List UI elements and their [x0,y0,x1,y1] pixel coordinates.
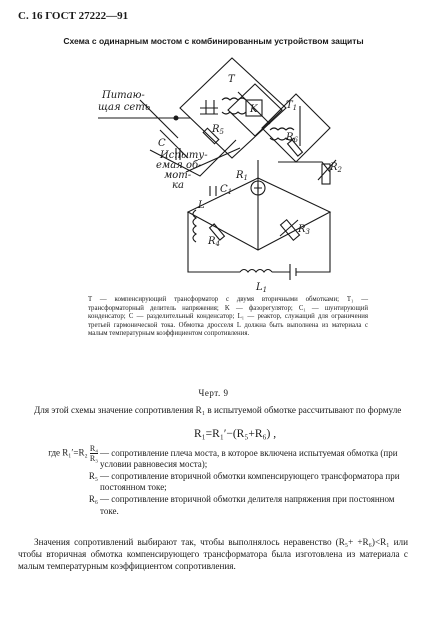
where-def-1: — сопротивление плеча моста, в которое включена испытуемая обмотка (при условии равновесия моста); [100,447,398,470]
where-row-1 [18,444,410,471]
resistor-r2 [278,160,336,184]
where-block [18,444,410,517]
fraction-r4-r3: $\frac{\text{R₄}}{\text{R₃}}$ [89,444,98,463]
label-l: L [198,200,205,211]
label-k: K [250,104,258,115]
where-symbol-1: где R₁′=R₂ $\frac{\text{R₄}}{\text{R₃}}$ [48,444,98,463]
paragraph-intro: Для этой схемы значение сопротивления R₁ в испытуемой обмотке рассчитывают по формуле [34,405,402,415]
label-t: T [228,74,235,85]
label-r1: $R_1$ [236,170,248,182]
label-winding-3: мот- [164,170,192,181]
circuit-diagram [0,48,427,293]
where-symbol-3: R₆ [88,493,98,504]
where-def-3: — сопротивление вторичной обмотки делителя напряжения при постоянном токе. [100,493,395,516]
label-c: C [158,138,166,149]
label-l1: $L_1$ [256,282,268,293]
label-winding-1: Испыту- [160,150,208,161]
where-symbol-2: R₅ [88,470,98,481]
figure-legend: T — компенсирующий трансформатор с двумя вторичными обмотками; T₁ — трансформаторный делитель напряжения; K — фазорегулятор; C₁ — шунтирующий конденсатор; C — разделительный конденсатор; L₁ — реактор, служащий для ограничения третьей гармонической тока. Обмотка дросселя L должна быть выполнена из материала с малым температурным коэффициентом сопротивления. [88,296,368,338]
label-r4: $R_4$ [208,236,220,248]
label-r5: $R_5$ [212,124,224,136]
label-t1: $T_1$ [286,100,298,112]
label-winding-4: ка [172,180,184,191]
page-header: С. 16 ГОСТ 27222—91 [18,10,129,22]
label-c1: $C_1$ [220,184,233,196]
where-row-2 [18,471,410,494]
figure-number: Черт. 9 [198,388,229,398]
label-r6: $R_6$ [286,132,298,144]
where-row-3 [18,494,410,517]
label-r3: $R_3$ [298,224,310,236]
formula-r1: R₁=R₁′−(R₅+R₆) , [194,428,277,440]
label-supply-2: щая сеть [98,102,151,113]
label-winding-2: емая об- [156,160,202,171]
where-def-2: — сопротивление вторичной обмотки компенсирующего трансформатора при постоянном токе; [100,470,400,493]
label-r2: $R_2$ [330,162,342,174]
figure-caption: Схема с одинарным мостом с комбинированным устройством защиты [63,36,364,46]
label-supply-1: Питаю- [102,90,145,101]
paragraph-conclusion: Значения сопротивлений выбирают так, чтобы выполнялось неравенство (R₅+ +R₆)<R₁ или чтобы вторичная обмотка компенсирующего трансформатора была изготовлена из материала с малым температурным коэффициентом сопротивления. [18,537,408,571]
